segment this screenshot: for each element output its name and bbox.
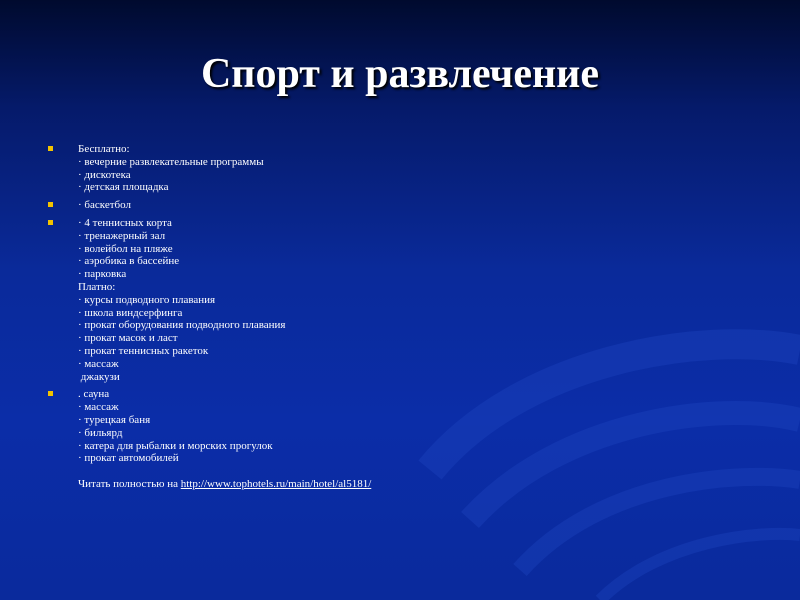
hotel-link[interactable]: http://www.tophotels.ru/main/hotel/al5181/ bbox=[180, 477, 372, 490]
list-line: Бесплатно: bbox=[78, 143, 130, 155]
list-line: · вечерние развлекательные программы bbox=[78, 155, 264, 168]
slide-content bbox=[48, 143, 748, 496]
list-line: · тренажерный зал bbox=[78, 229, 166, 242]
list-line: · прокат масок и ласт bbox=[78, 332, 178, 345]
list-line: · массаж bbox=[78, 401, 119, 414]
list-line: · парковка bbox=[78, 268, 127, 281]
list-line: · турецкая баня bbox=[78, 413, 151, 426]
list-item bbox=[48, 388, 748, 490]
list-line: · катера для рыбалки и морских прогулок bbox=[78, 439, 273, 452]
list-line: · бильярд bbox=[78, 426, 123, 439]
list-item bbox=[48, 199, 748, 212]
list-line: · аэробика в бассейне bbox=[78, 255, 180, 268]
bullet-square-icon bbox=[48, 220, 53, 225]
spacer bbox=[78, 465, 748, 478]
slide-title: Спорт и развлечение bbox=[200, 51, 600, 97]
read-more-prefix: Читать полностью на bbox=[78, 477, 181, 490]
list-line: · курсы подводного плавания bbox=[78, 293, 216, 306]
bullet-square-icon bbox=[48, 202, 53, 207]
bullet-square-icon bbox=[48, 391, 53, 396]
read-more-line bbox=[78, 478, 748, 491]
list-line: · волейбол на пляже bbox=[78, 242, 173, 255]
list-line: · массаж bbox=[78, 357, 119, 370]
list-line: Платно: bbox=[78, 280, 116, 293]
list-item bbox=[48, 143, 748, 194]
list-line: · баскетбол bbox=[78, 199, 131, 212]
list-line: . сауна bbox=[78, 388, 110, 401]
list-line: · дискотека bbox=[78, 168, 131, 181]
list-line: · прокат оборудования подводного плавания bbox=[78, 319, 286, 332]
list-line: · детская площадка bbox=[78, 181, 169, 194]
list-line: джакузи bbox=[78, 370, 120, 383]
list-line: · прокат автомобилей bbox=[78, 452, 179, 465]
list-line: · школа виндсерфинга bbox=[78, 306, 183, 319]
list-line: · прокат теннисных ракеток bbox=[78, 344, 209, 357]
list-item bbox=[48, 217, 748, 383]
list-line: · 4 теннисных корта bbox=[78, 216, 172, 229]
bullet-square-icon bbox=[48, 146, 53, 151]
